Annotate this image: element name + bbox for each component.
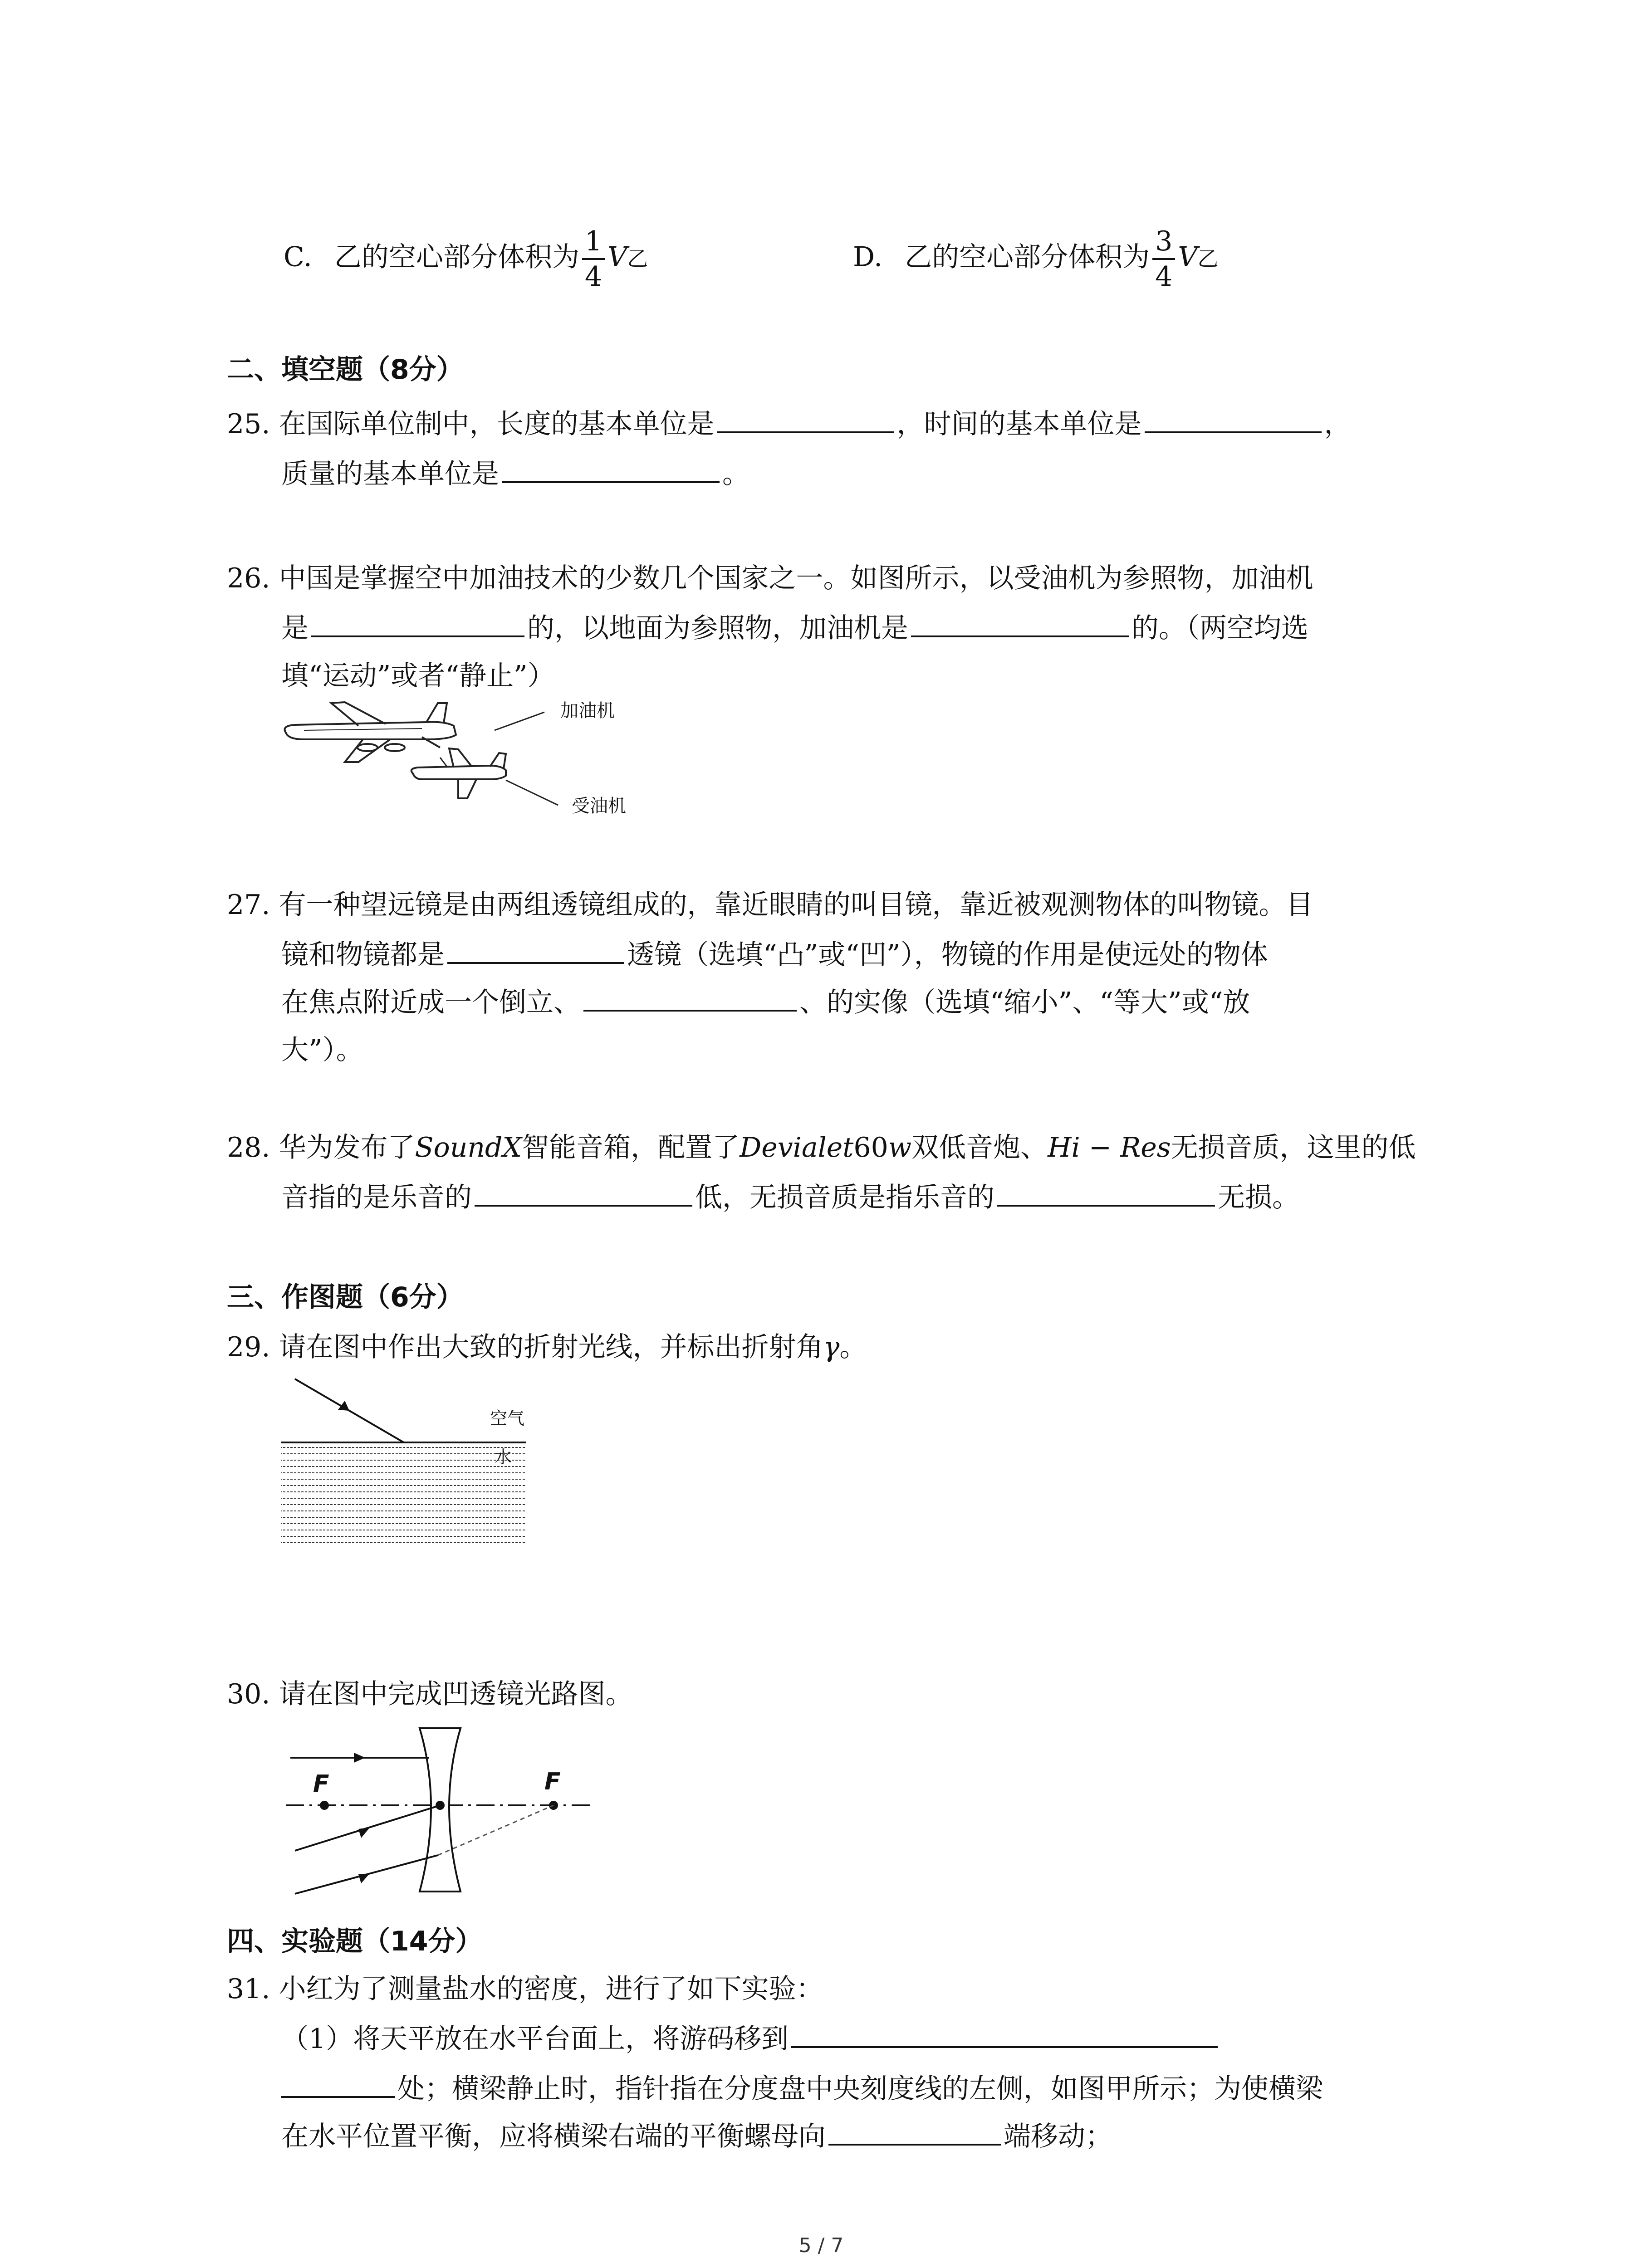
q25-text: 。 xyxy=(722,458,749,490)
q28-math: Devialet xyxy=(740,1132,854,1163)
refraction-figure xyxy=(272,1374,554,1547)
answer-blank[interactable] xyxy=(791,2016,1218,2048)
q26-text: 是 xyxy=(281,612,309,644)
q28-text: 音指的是乐音的 xyxy=(281,1182,472,1213)
q27-text: 镜和物镜都是 xyxy=(281,939,445,971)
option-c-letter: C. xyxy=(284,241,312,273)
section-title-fill-in: 二、填空题（8分） xyxy=(227,354,464,386)
concave-lens-figure xyxy=(277,1724,608,1905)
q28-text: 华为发布了 xyxy=(279,1132,415,1163)
option-d-denominator: 4 xyxy=(1155,261,1173,293)
option-c-var: V xyxy=(607,241,627,273)
q30-number: 30. xyxy=(227,1678,270,1710)
q25-number: 25. xyxy=(227,408,270,440)
q27-text: 有一种望远镜是由两组透镜组成的，靠近眼睛的叫目镜，靠近被观测物体的叫物镜。目 xyxy=(279,889,1313,921)
q28-math: − xyxy=(1080,1132,1121,1163)
q31-text: （1）将天平放在水平台面上，将游码移到 xyxy=(281,2023,789,2055)
q28-math: w xyxy=(888,1132,912,1163)
q28-text: 智能音箱，配置了 xyxy=(522,1132,740,1163)
option-d-var: V xyxy=(1178,241,1198,273)
q27-line1 xyxy=(227,882,1313,928)
page-number: 5 / 7 xyxy=(798,2234,844,2257)
answer-blank[interactable] xyxy=(447,932,624,964)
option-d-numerator: 3 xyxy=(1152,225,1175,260)
q28-line2 xyxy=(281,1175,1299,1220)
answer-blank[interactable] xyxy=(281,2066,395,2098)
q28-math: SoundX xyxy=(415,1132,522,1163)
q25-text: 质量的基本单位是 xyxy=(281,458,499,490)
option-d xyxy=(853,225,1219,293)
q29-number: 29. xyxy=(227,1331,270,1363)
option-c-denominator: 4 xyxy=(584,261,603,293)
option-c-sub: 乙 xyxy=(627,246,648,271)
answer-blank[interactable] xyxy=(311,606,524,637)
q31-line1 xyxy=(227,1966,823,2012)
air-label: 空气 xyxy=(490,1408,525,1428)
q26-line2 xyxy=(281,606,1308,651)
q31-text: 处；横梁静止时，指针指在分度盘中央刻度线的左侧，如图甲所示；为使横梁 xyxy=(397,2073,1323,2105)
leader-line xyxy=(495,712,544,730)
q29-text: 请在图中作出大致的折射光线，并标出折射角 xyxy=(279,1331,823,1363)
q26-text: 的。（两空均选 xyxy=(1132,612,1308,644)
arrow-icon xyxy=(358,1873,370,1883)
q26-line3: 填“运动”或者“静止”） xyxy=(281,660,555,692)
option-c-fraction xyxy=(582,225,605,293)
section-title-drawing: 三、作图题（6分） xyxy=(227,1281,464,1313)
q28-text: 无损。 xyxy=(1218,1182,1299,1213)
focal-label-left: F xyxy=(313,1770,329,1798)
q31-number: 31. xyxy=(227,1973,270,2005)
section-title-experiment: 四、实验题（14分） xyxy=(227,1926,483,1957)
water-label: 水 xyxy=(495,1447,512,1467)
leader-line xyxy=(506,780,558,805)
q28-text: 双低音炮、 xyxy=(911,1132,1048,1163)
option-d-letter: D. xyxy=(853,241,883,273)
q29-text: 。 xyxy=(839,1331,867,1363)
q26-text: 中国是掌握空中加油技术的少数几个国家之一。如图所示，以受油机为参照物，加油机 xyxy=(279,562,1313,594)
refueling-figure xyxy=(277,694,667,830)
answer-blank[interactable] xyxy=(475,1175,692,1207)
q28-math: Res xyxy=(1120,1132,1171,1163)
receiver-plane-icon xyxy=(411,748,506,798)
q25-line1 xyxy=(227,401,1352,447)
option-d-sub: 乙 xyxy=(1197,246,1219,271)
q31-text: 在水平位置平衡，应将横梁右端的平衡螺母向 xyxy=(281,2121,826,2152)
answer-blank[interactable] xyxy=(911,606,1129,637)
tanker-plane-icon xyxy=(285,702,456,762)
answer-blank[interactable] xyxy=(997,1175,1215,1207)
q25-text: 在国际单位制中，长度的基本单位是 xyxy=(279,408,715,440)
receiver-label: 受油机 xyxy=(572,796,626,816)
q26-number: 26. xyxy=(227,562,270,594)
option-d-text: 乙的空心部分体积为 xyxy=(905,241,1150,273)
arrow-icon xyxy=(354,1753,365,1763)
q25-text: ，时间的基本单位是 xyxy=(896,408,1142,440)
q30-text: 请在图中完成凹透镜光路图。 xyxy=(279,1678,633,1710)
q27-number: 27. xyxy=(227,889,270,921)
q28-math: Hi xyxy=(1048,1132,1080,1163)
answer-blank[interactable] xyxy=(828,2114,1001,2146)
q27-text: 在焦点附近成一个倒立、 xyxy=(281,987,581,1018)
q26-line1 xyxy=(227,556,1313,601)
q27-line2 xyxy=(281,932,1268,978)
q31-line3 xyxy=(281,2066,1323,2112)
answer-blank[interactable] xyxy=(583,980,797,1012)
answer-blank[interactable] xyxy=(1145,401,1322,433)
q27-text: 透镜（选填“凸”或“凹”），物镜的作用是使远处的物体 xyxy=(627,939,1268,971)
answer-blank[interactable] xyxy=(717,401,894,433)
q28-text: 无损音质，这里的低 xyxy=(1171,1132,1416,1163)
option-c-text: 乙的空心部分体积为 xyxy=(334,241,579,273)
q31-text: 小红为了测量盐水的密度，进行了如下实验： xyxy=(279,1973,823,2005)
q28-text: 低，无损音质是指乐音的 xyxy=(695,1182,994,1213)
answer-blank[interactable] xyxy=(502,451,720,483)
q27-text: 、的实像（选填“缩小”、“等大”或“放 xyxy=(799,987,1250,1018)
q31-line4 xyxy=(281,2114,1112,2159)
q25-line2 xyxy=(281,451,749,497)
q25-text: ， xyxy=(1324,408,1352,440)
water-region xyxy=(281,1442,526,1547)
focal-point-left xyxy=(320,1801,329,1810)
tanker-label: 加油机 xyxy=(560,700,615,721)
q31-line2 xyxy=(281,2016,1220,2062)
option-d-fraction xyxy=(1152,225,1175,293)
option-c-numerator: 1 xyxy=(582,225,605,260)
q30-line1 xyxy=(227,1672,633,1717)
q28-number: 28. xyxy=(227,1132,270,1163)
focal-label-right: F xyxy=(544,1768,561,1795)
q29-gamma: γ xyxy=(823,1331,840,1363)
extension-line xyxy=(438,1805,554,1855)
option-c xyxy=(284,225,648,293)
q31-text: 端移动； xyxy=(1004,2121,1112,2152)
q28-math: 60 xyxy=(853,1132,888,1163)
q27-line3 xyxy=(281,980,1250,1025)
q28-line1 xyxy=(227,1125,1416,1170)
q26-text: 的，以地面为参照物，加油机是 xyxy=(527,612,908,644)
arrow-icon xyxy=(358,1828,370,1838)
q27-line4: 大”）。 xyxy=(281,1034,363,1066)
q29-line1 xyxy=(227,1325,867,1370)
